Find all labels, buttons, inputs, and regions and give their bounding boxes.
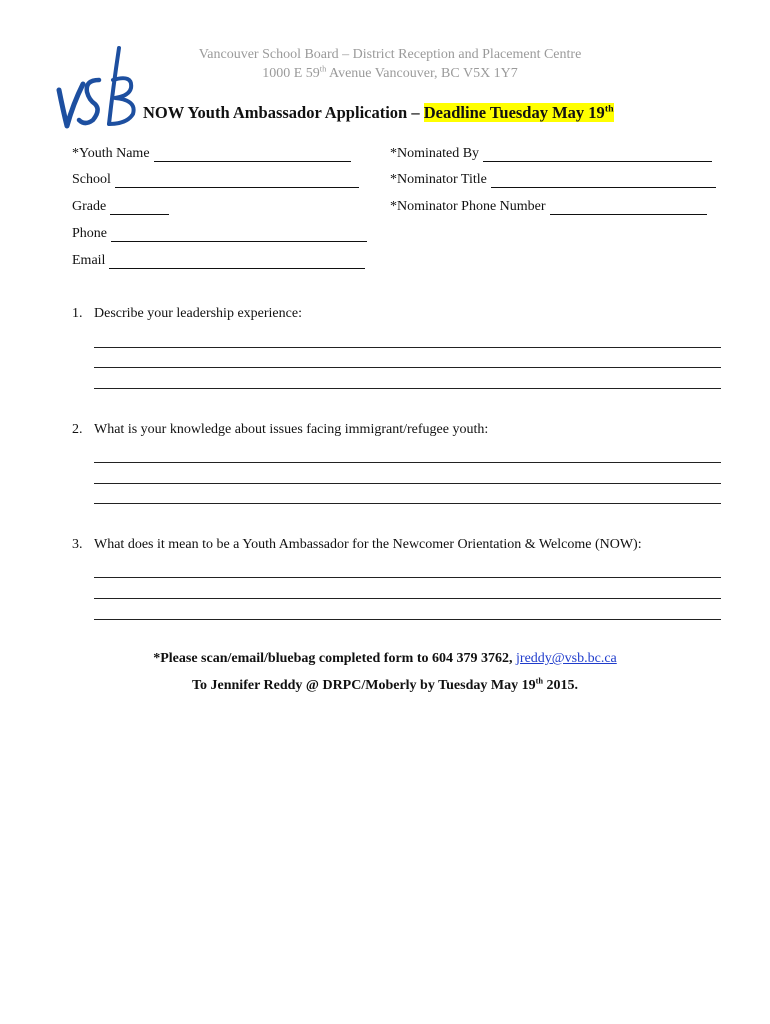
question-1: 1. Describe your leadership experience: <box>72 306 302 321</box>
header-address: 1000 E 59th Avenue Vancouver, BC V5X 1Y7 <box>262 64 518 81</box>
youth-name-field[interactable]: *Youth Name <box>72 146 351 162</box>
question-3: 3. What does it mean to be a Youth Ambassador for the Newcomer Orientation & Welcome (NOW): <box>72 537 642 552</box>
page-title: NOW Youth Ambassador Application – Deadline Tuesday May 19th <box>143 103 614 122</box>
submission-deadline: To Jennifer Reddy @ DRPC/Moberly by Tuesday May 19th 2015. <box>191 676 579 693</box>
school-field[interactable]: School <box>72 172 359 188</box>
grade-line <box>110 201 169 215</box>
submission-instructions: *Please scan/email/bluebag completed form to 604 379 3762, jreddy@vsb.bc.ca <box>153 651 617 666</box>
youth-name-line <box>154 148 351 162</box>
nominator-title-field[interactable]: *Nominator Title <box>390 172 716 188</box>
answer-1-line-2[interactable] <box>94 367 721 368</box>
answer-2-line-2[interactable] <box>94 483 721 484</box>
answer-2-line-3[interactable] <box>94 503 721 504</box>
nominator-phone-line <box>550 201 707 215</box>
nominated-by-line <box>483 148 712 162</box>
phone-line <box>111 228 367 242</box>
email-field[interactable]: Email <box>72 253 365 269</box>
answer-2-line-1[interactable] <box>94 462 721 463</box>
grade-field[interactable]: Grade <box>72 199 169 215</box>
header-organization: Vancouver School Board – District Reception and Placement Centre <box>198 47 582 62</box>
answer-3-line-1[interactable] <box>94 577 721 578</box>
answer-3-line-2[interactable] <box>94 598 721 599</box>
answer-1-line-1[interactable] <box>94 347 721 348</box>
answer-1-line-3[interactable] <box>94 388 721 389</box>
question-2: 2. What is your knowledge about issues facing immigrant/refugee youth: <box>72 422 489 437</box>
vsb-logo <box>55 40 145 132</box>
nominator-title-line <box>491 174 716 188</box>
nominator-phone-field[interactable]: *Nominator Phone Number <box>390 199 707 215</box>
phone-field[interactable]: Phone <box>72 226 367 242</box>
deadline-highlight: Deadline Tuesday May 19th <box>423 103 614 122</box>
nominated-by-field[interactable]: *Nominated By <box>390 146 712 162</box>
answer-3-line-3[interactable] <box>94 619 721 620</box>
email-line <box>109 255 365 269</box>
contact-email-link[interactable]: jreddy@vsb.bc.ca <box>516 651 617 666</box>
school-line <box>115 174 359 188</box>
